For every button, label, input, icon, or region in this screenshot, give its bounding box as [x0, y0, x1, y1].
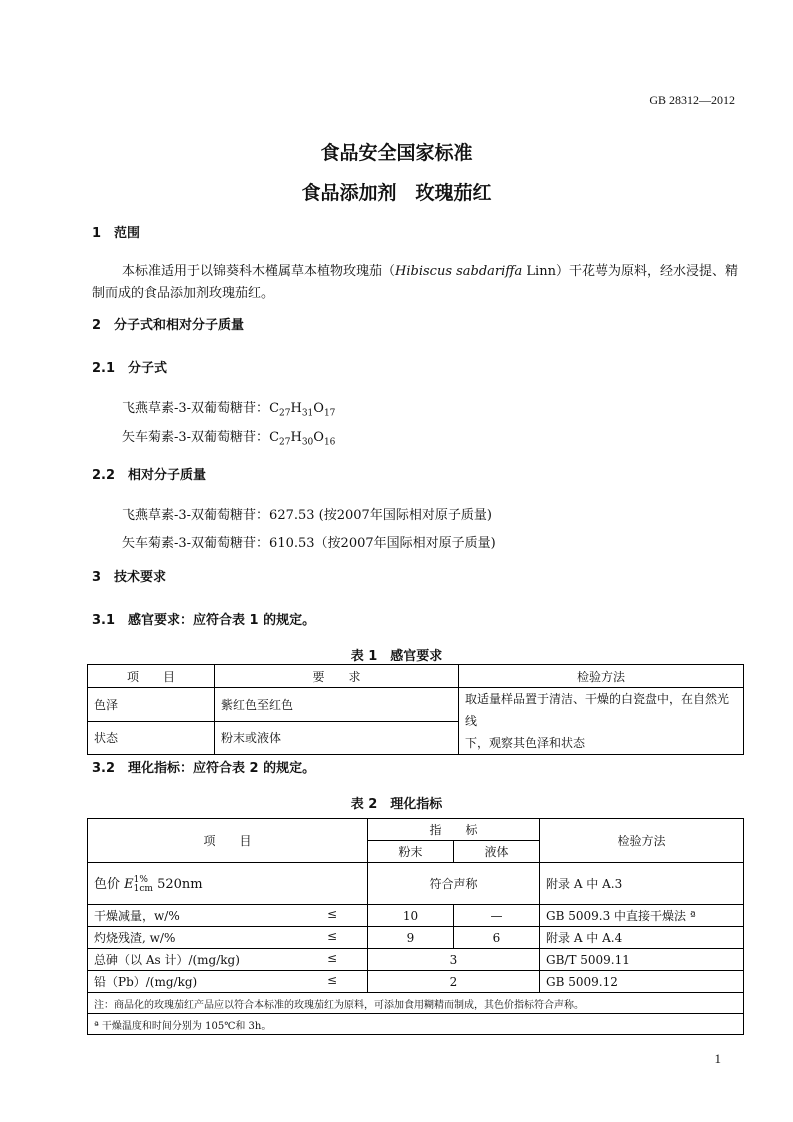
table-2-color-method: 附录 A 中 A.3: [540, 863, 744, 905]
color-value-e: E: [124, 877, 134, 893]
standard-code: GB 28312—2012: [649, 93, 735, 107]
row-operator: ≤: [326, 973, 337, 987]
formula-line-2: [122, 426, 335, 448]
table-row: [88, 927, 744, 949]
mass-line-1: 飞燕草素-3-双葡萄糖苷：627.53 (按2007年国际相对原子质量): [122, 508, 492, 523]
table-row: [88, 949, 744, 971]
section-2-heading: 2 分子式和相对分子质量: [92, 318, 245, 333]
table-1-header-req: 要 求: [215, 665, 459, 688]
table-row: [88, 819, 744, 841]
table-2-cell-liquid: 6: [454, 927, 540, 949]
table-2-cell-item: [88, 905, 368, 927]
formula-2-h-count: 30: [301, 437, 314, 448]
section-3-heading: 3 技术要求: [92, 570, 167, 585]
page-number: 1: [714, 1051, 721, 1066]
table-row: [88, 971, 744, 993]
section-1-heading: 1 范围: [92, 226, 141, 241]
formula-1-h-count: 31: [301, 408, 314, 419]
row-item-label: 铅（Pb）/(mg/kg): [94, 975, 198, 989]
table-1-caption: 表 1 感官要求: [350, 649, 443, 664]
table-2-cell-liquid: —: [454, 905, 540, 927]
formula-1-h: H: [290, 401, 302, 416]
table-2-cell-value: 3: [368, 949, 540, 971]
table-2-header-liquid: 液体: [454, 841, 540, 863]
table-1-cell-req: 紫红色至红色: [215, 688, 459, 722]
table-row: [88, 905, 744, 927]
formula-2-o: O: [313, 430, 324, 445]
table-2-color-value: 符合声称: [368, 863, 540, 905]
formula-2-c-count: 27: [279, 437, 291, 448]
scope-text-a: 本标准适用于以锦葵科木槿属草本植物玫瑰茄（: [122, 264, 396, 279]
formula-2-label: 矢车菊素-3-双葡萄糖苷：: [122, 430, 270, 445]
table-1-header-method: 检验方法: [459, 665, 744, 688]
table-1-method-line-2: 下，观察其色泽和状态: [465, 736, 586, 750]
formula-2-h: H: [290, 430, 302, 445]
table-1-cell-item: 色泽: [88, 688, 215, 722]
color-value-scripts: [134, 876, 153, 894]
formula-1-c-count: 27: [279, 408, 291, 419]
table-row: [88, 863, 744, 905]
scope-text-b: Linn）干花萼为原料，经水浸提、精制而成的食品添加剂玫瑰茄红。: [92, 264, 738, 301]
color-value-text: 色价: [94, 877, 125, 893]
scope-latin-name: Hibiscus sabdariffa: [395, 264, 523, 279]
formula-1-o-count: 17: [323, 408, 336, 419]
table-1-header-item: 项 目: [88, 665, 215, 688]
table-row: [88, 688, 744, 722]
row-item-label: 干燥减量，w/%: [94, 909, 180, 923]
table-2-cell-powder: 9: [368, 927, 454, 949]
formula-2-o-count: 16: [323, 437, 336, 448]
color-value-wavelength: 520nm: [152, 877, 203, 893]
table-2-cell-method: GB 5009.3 中直接干燥法 ª: [540, 905, 744, 927]
table-2-header-index: 指 标: [368, 819, 540, 841]
table-2-cell-method: GB/T 5009.11: [540, 949, 744, 971]
table-2-cell-value: 2: [368, 971, 540, 993]
table-2-footnote: ª 干燥温度和时间分别为 105℃和 3h。: [88, 1014, 744, 1035]
color-value-sub: 1cm: [133, 883, 153, 894]
scope-paragraph: [92, 261, 742, 305]
mass-line-2: 矢车菊素-3-双葡萄糖苷：610.53（按2007年国际相对原子质量): [122, 536, 496, 551]
section-2-2-heading: 2.2 相对分子质量: [92, 468, 207, 483]
table-2-header-method: 检验方法: [540, 819, 744, 863]
row-item-label: 总砷（以 As 计）/(mg/kg): [94, 953, 240, 967]
table-1-sensory: [87, 664, 744, 755]
table-2-cell-powder: 10: [368, 905, 454, 927]
table-2-cell-item: [88, 927, 368, 949]
formula-1-o: O: [313, 401, 324, 416]
table-2-cell-method: 附录 A 中 A.4: [540, 927, 744, 949]
formula-1-c: C: [269, 401, 280, 416]
section-3-2-heading: 3.2 理化指标：应符合表 2 的规定。: [92, 761, 316, 776]
table-row: [88, 1014, 744, 1035]
table-2-note: 注：商品化的玫瑰茄红产品应以符合本标准的玫瑰茄红为原料，可添加食用糊精而制成，其色价指标符合声称。: [88, 993, 744, 1014]
table-2-header-item: 项 目: [88, 819, 368, 863]
section-3-1-heading: 3.1 感官要求：应符合表 1 的规定。: [92, 613, 316, 628]
table-2-header-powder: 粉末: [368, 841, 454, 863]
formula-2-c: C: [269, 430, 280, 445]
document-title: 食品安全国家标准: [320, 142, 473, 164]
table-2-color-value-label: [88, 863, 368, 905]
table-2-cell-item: [88, 971, 368, 993]
table-2-caption: 表 2 理化指标: [350, 797, 443, 812]
row-operator: ≤: [326, 929, 337, 943]
color-value-sup: 1%: [133, 874, 148, 885]
row-operator: ≤: [326, 951, 337, 965]
formula-line-1: [122, 397, 335, 419]
table-row: [88, 993, 744, 1014]
table-row: [88, 665, 744, 688]
table-1-method-line-1: 取适量样品置于清洁、干燥的白瓷盘中，在自然光线: [465, 692, 730, 728]
table-2-cell-item: [88, 949, 368, 971]
formula-1-label: 飞燕草素-3-双葡萄糖苷：: [122, 401, 270, 416]
table-1-cell-item: 状态: [88, 721, 215, 755]
document-subtitle: 食品添加剂 玫瑰茄红: [301, 182, 492, 204]
table-1-cell-req: 粉末或液体: [215, 721, 459, 755]
row-operator: ≤: [326, 907, 337, 921]
row-item-label: 灼烧残渣, w/%: [94, 931, 176, 945]
table-1-cell-method: [459, 688, 744, 755]
section-2-1-heading: 2.1 分子式: [92, 361, 168, 376]
table-2-cell-method: GB 5009.12: [540, 971, 744, 993]
table-2-physicochemical: [87, 818, 744, 1035]
